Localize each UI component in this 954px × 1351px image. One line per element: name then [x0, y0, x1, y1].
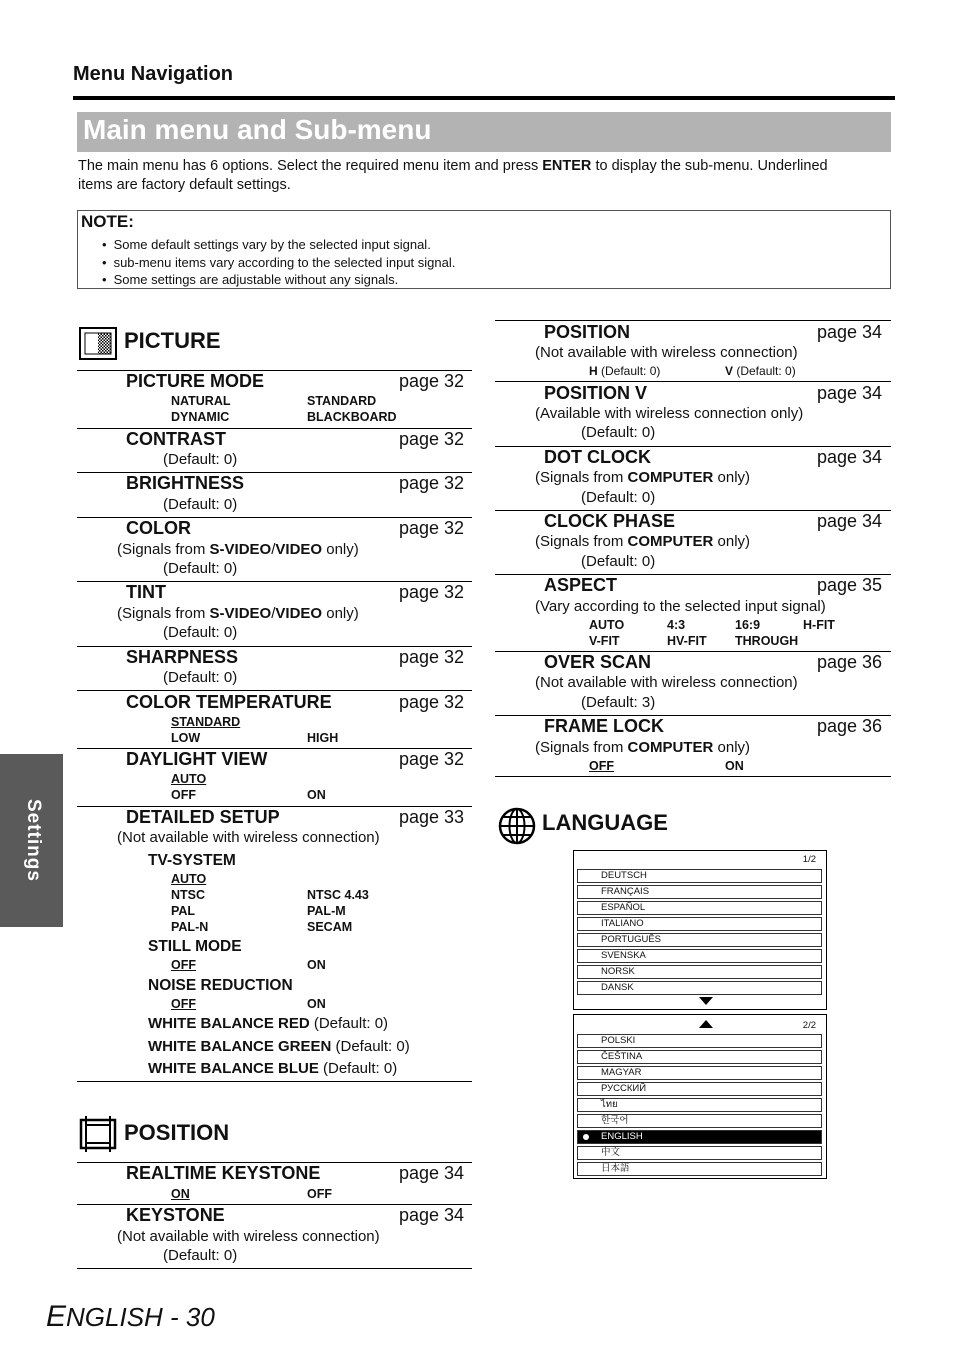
color-title: COLOR: [126, 518, 191, 538]
dot-clock-page: page 34: [817, 447, 883, 467]
language-item-svenska[interactable]: SVENSKA: [577, 949, 822, 963]
position-title: POSITION: [544, 322, 631, 342]
realtime-keystone-title: REALTIME KEYSTONE: [126, 1163, 321, 1183]
keystone-default: (Default: 0): [163, 1247, 238, 1264]
option-secam: SECAM: [307, 920, 353, 934]
dot-clock-default: (Default: 0): [581, 489, 656, 506]
sharpness-default: (Default: 0): [163, 669, 238, 686]
position-v-note: (Available with wireless connection only): [535, 405, 804, 422]
header-rule: [73, 96, 895, 100]
brightness-page: page 32: [399, 473, 465, 493]
picture-mode-page: page 32: [399, 371, 465, 391]
footer-cap: E: [46, 1300, 67, 1333]
page-footer: [46, 1300, 215, 1334]
option-high: HIGH: [307, 731, 339, 745]
intro-part1: The main menu has 6 options. Select the required menu item and press: [78, 158, 543, 174]
color-temperature-page: page 32: [399, 692, 465, 712]
clock-phase-title: CLOCK PHASE: [544, 511, 676, 531]
language-item-cestina[interactable]: ČEŠTINA: [577, 1050, 822, 1064]
option-standard: STANDARD: [307, 394, 377, 408]
divider: [495, 381, 891, 382]
clock-phase-signal-note: (Signals from COMPUTER only): [535, 533, 751, 550]
language-item-russian[interactable]: РУССКИЙ: [577, 1082, 822, 1096]
frame-lock-page: page 36: [817, 716, 883, 736]
dot-clock-title: DOT CLOCK: [544, 447, 651, 467]
option-off-default: OFF: [589, 759, 614, 773]
page-title: Main menu and Sub-menu: [83, 114, 432, 145]
note-box: [77, 210, 891, 289]
page-indicator: 1/2: [802, 854, 816, 865]
picture-mode-title: PICTURE MODE: [126, 371, 265, 391]
dot-clock-signal-note: (Signals from COMPUTER only): [535, 469, 751, 486]
option-natural: NATURAL: [171, 394, 231, 408]
side-tab-label: Settings: [23, 799, 44, 882]
color-page: page 32: [399, 518, 465, 538]
language-item-polski[interactable]: POLSKI: [577, 1034, 822, 1048]
option-ntsc: NTSC: [171, 888, 206, 902]
option-v-fit: V-FIT: [589, 634, 620, 648]
position-v-default: (Default: 0): [581, 424, 656, 441]
tv-system-title: TV-SYSTEM: [148, 852, 236, 869]
picture-heading: PICTURE: [124, 328, 221, 353]
intro-part2: to display the sub-menu. Underlined: [591, 158, 828, 174]
keystone-note: (Not available with wireless connection): [117, 1228, 380, 1245]
contrast-default: (Default: 0): [163, 451, 238, 468]
over-scan-note: (Not available with wireless connection): [535, 674, 798, 691]
language-item-korean[interactable]: 한국어: [577, 1114, 822, 1128]
option-pal: PAL: [171, 904, 196, 918]
option-on: ON: [307, 997, 326, 1011]
position-h-default: H (Default: 0): [589, 364, 661, 378]
position-heading: POSITION: [124, 1120, 230, 1145]
option-auto-default: AUTO: [171, 872, 207, 886]
settings-side-tab: [0, 754, 63, 927]
language-item-japanese[interactable]: 日本語: [577, 1162, 822, 1176]
divider: [495, 320, 891, 321]
language-item-english-label: ENGLISH: [601, 1131, 643, 1142]
over-scan-page: page 36: [817, 652, 883, 672]
still-mode-title: STILL MODE: [148, 938, 242, 955]
divider: [77, 690, 472, 691]
language-heading: LANGUAGE: [542, 810, 668, 835]
divider: [77, 1268, 472, 1269]
option-off: OFF: [171, 788, 196, 802]
language-item-dansk[interactable]: DANSK: [577, 981, 822, 995]
noise-reduction-title: NOISE REDUCTION: [148, 977, 293, 994]
clock-phase-default: (Default: 0): [581, 553, 656, 570]
language-item-deutsch[interactable]: DEUTSCH: [577, 869, 822, 883]
picture-icon: [79, 327, 117, 360]
intro-line2: items are factory default settings.: [78, 177, 291, 193]
color-temperature-title: COLOR TEMPERATURE: [126, 692, 332, 712]
option-pal-m: PAL-M: [307, 904, 346, 918]
frame-lock-title: FRAME LOCK: [544, 716, 664, 736]
over-scan-title: OVER SCAN: [544, 652, 652, 672]
option-auto: AUTO: [589, 618, 625, 632]
language-item-norsk[interactable]: NORSK: [577, 965, 822, 979]
option-off-default: OFF: [171, 997, 196, 1011]
option-4-3: 4:3: [667, 618, 686, 632]
language-item-portugues[interactable]: PORTUGUÊS: [577, 933, 822, 947]
position-v-page: page 34: [817, 383, 883, 403]
position-page: page 34: [817, 322, 883, 342]
language-item-chinese[interactable]: 中文: [577, 1146, 822, 1160]
language-item-thai[interactable]: ไทย: [577, 1098, 822, 1112]
detailed-setup-title: DETAILED SETUP: [126, 807, 280, 827]
option-auto-default: AUTO: [171, 772, 207, 786]
clock-phase-page: page 34: [817, 511, 883, 531]
option-through: THROUGH: [735, 634, 799, 648]
position-icon: [78, 1115, 118, 1153]
color-signal-note: (Signals from S-VIDEO/VIDEO only): [117, 541, 359, 558]
aspect-title: ASPECT: [544, 575, 618, 595]
intro-text: [78, 157, 893, 195]
language-item-italiano[interactable]: ITALIANO: [577, 917, 822, 931]
position-note: (Not available with wireless connection): [535, 344, 798, 361]
scroll-down-arrow-icon[interactable]: [699, 997, 713, 1005]
divider: [77, 1081, 472, 1082]
tint-default: (Default: 0): [163, 624, 238, 641]
detailed-setup-note: (Not available with wireless connection): [117, 829, 380, 846]
aspect-note: (Vary according to the selected input signal): [535, 598, 826, 615]
language-item-magyar[interactable]: MAGYAR: [577, 1066, 822, 1080]
contrast-page: page 32: [399, 429, 465, 449]
keystone-page: page 34: [399, 1205, 465, 1225]
over-scan-default: (Default: 3): [581, 694, 656, 711]
daylight-view-title: DAYLIGHT VIEW: [126, 749, 268, 769]
option-hv-fit: HV-FIT: [667, 634, 707, 648]
tint-signal-note: (Signals from S-VIDEO/VIDEO only): [117, 605, 359, 622]
daylight-view-page: page 32: [399, 749, 465, 769]
divider: [495, 776, 891, 777]
keystone-title: KEYSTONE: [126, 1205, 225, 1225]
option-low: LOW: [171, 731, 201, 745]
language-item-francais[interactable]: FRANÇAIS: [577, 885, 822, 899]
intro-bold: ENTER: [542, 158, 592, 174]
language-item-english-selected[interactable]: [577, 1130, 822, 1144]
tint-page: page 32: [399, 582, 465, 602]
option-dynamic: DYNAMIC: [171, 410, 230, 424]
option-off-default: OFF: [171, 958, 196, 972]
position-v-default: V (Default: 0): [725, 364, 796, 378]
page-indicator: 2/2: [802, 1020, 816, 1031]
option-standard-default: STANDARD: [171, 715, 241, 729]
realtime-keystone-page: page 34: [399, 1163, 465, 1183]
option-off: OFF: [307, 1187, 332, 1201]
option-on-default: ON: [171, 1187, 190, 1201]
language-item-espanol[interactable]: ESPAÑOL: [577, 901, 822, 915]
aspect-page: page 35: [817, 575, 883, 595]
option-blackboard: BLACKBOARD: [307, 410, 397, 424]
section-header: Menu Navigation: [73, 63, 234, 85]
wb-blue: WHITE BALANCE BLUE (Default: 0): [148, 1060, 398, 1077]
language-list-page1: [573, 850, 827, 1010]
language-list-page2: [573, 1014, 827, 1179]
option-on: ON: [307, 958, 326, 972]
title-band: [77, 112, 891, 152]
wb-red: WHITE BALANCE RED (Default: 0): [148, 1015, 389, 1032]
note-item: • sub-menu items vary according to the selected input signal.: [102, 254, 455, 272]
sharpness-title: SHARPNESS: [126, 647, 239, 667]
frame-lock-signal-note: (Signals from COMPUTER only): [535, 739, 751, 756]
option-pal-n: PAL-N: [171, 920, 209, 934]
note-title: NOTE:: [81, 212, 134, 231]
brightness-default: (Default: 0): [163, 496, 238, 513]
option-16-9: 16:9: [735, 618, 761, 632]
sharpness-page: page 32: [399, 647, 465, 667]
color-default: (Default: 0): [163, 560, 238, 577]
scroll-up-arrow-icon[interactable]: [699, 1020, 713, 1028]
option-ntsc443: NTSC 4.43: [307, 888, 369, 902]
note-item: • Some default settings vary by the selected input signal.: [102, 236, 455, 254]
option-h-fit: H-FIT: [803, 618, 835, 632]
tint-title: TINT: [126, 582, 166, 602]
contrast-title: CONTRAST: [126, 429, 226, 449]
wb-green: WHITE BALANCE GREEN (Default: 0): [148, 1038, 410, 1055]
selected-dot-icon: [583, 1134, 589, 1140]
footer-rest: NGLISH - 30: [66, 1302, 215, 1332]
brightness-title: BRIGHTNESS: [126, 473, 245, 493]
detailed-setup-page: page 33: [399, 807, 465, 827]
position-v-title: POSITION V: [544, 383, 648, 403]
option-on: ON: [725, 759, 744, 773]
globe-icon: [497, 806, 537, 846]
option-on: ON: [307, 788, 326, 802]
note-item: • Some settings are adjustable without any signals.: [102, 271, 455, 289]
